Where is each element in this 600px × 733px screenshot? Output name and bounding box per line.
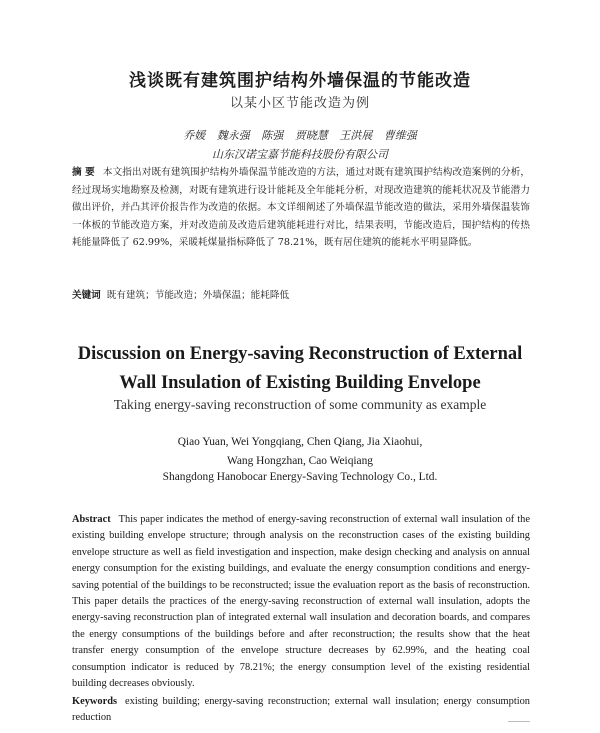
chinese-title: 浅谈既有建筑围护结构外墙保温的节能改造: [129, 71, 471, 91]
chinese-keywords: [72, 287, 530, 304]
chinese-abstract-label: 摘 要: [72, 167, 95, 178]
english-abstract-label: Abstract: [72, 514, 111, 525]
english-keywords-text: existing building; energy-saving reconstruction; external wall insulation; energy consumption reduction: [72, 696, 530, 724]
chinese-authors: 乔媛 魏永强 陈强 贾晓慧 王洪展 曹维强: [183, 129, 417, 142]
english-keywords: [72, 694, 530, 727]
english-authors: [0, 433, 600, 471]
english-title: [0, 340, 600, 398]
page-corner-mark: [508, 721, 530, 722]
english-affiliation: Shangdong Hanobocar Energy-Saving Technology Co., Ltd.: [162, 471, 438, 483]
english-title-line-2: Wall Insulation of Existing Building Envelope: [119, 373, 481, 393]
english-authors-line-2: Wang Hongzhan, Cao Weiqiang: [227, 455, 373, 467]
chinese-affiliation: 山东汉诺宝嘉节能科技股份有限公司: [212, 148, 388, 161]
english-abstract: [72, 512, 530, 692]
english-keywords-label: Keywords: [72, 696, 118, 707]
english-title-line-1: Discussion on Energy-saving Reconstruction of External: [77, 344, 523, 364]
chinese-abstract-text: 本文指出对既有建筑围护结构外墙保温节能改造的方法，通过对既有建筑围护结构改造案例的分析，经过现场实地勘察及检测，对既有建筑进行设计能耗及全年能耗分析，对现改造建筑的能耗状况及节能潜力做出评价，并凸其评价报告作为改造的依据。本文详细阐述了外墙保温节能改造的做法，采用外墙保温装饰一体板的节能改造方案，并对改造前及改造后建筑能耗进行对比，结果表明，节能改造后，围护结构的传热耗能量降低了 62.99%，采暖耗煤量指标降低了 78.21%，既有居住建筑的能耗水平明显降低。: [72, 167, 531, 249]
chinese-subtitle: 以某小区节能改造为例: [229, 96, 370, 111]
chinese-abstract: [72, 164, 530, 252]
chinese-keywords-text: 既有建筑；节能改造；外墙保温；能耗降低: [106, 290, 290, 301]
english-subtitle: Taking energy-saving reconstruction of some community as example: [113, 397, 487, 412]
english-abstract-text: This paper indicates the method of energy-saving reconstruction of external wall insulation of the existing building envelope structure; through analysis on the reconstruction cases of the existing building envelope structure as well as field investigation and inspection, make design checking and analysis on annual energy consumption for the existing buildings, and evaluate the energy consumption conditions and energy-saving potential of the buildings to be reconstructed; issue the evaluation report as the basis of reconstruction. This paper details the practices of the energy-saving reconstruction of external wall insulation, adopts the energy-saving reconstruction plan of integrated external wall insulation and decoration boards, and compares the energy consumptions of the buildings before and after reconstruction; the results show that the heat transfer energy consumption of the envelope structure decreases by 62.99%, and the heating coal consumption indicator is reduced by 78.21%; the energy consumption level of the existing residential building decreases obviously.: [72, 514, 530, 690]
english-authors-line-1: Qiao Yuan, Wei Yongqiang, Chen Qiang, Jia Xiaohui,: [177, 436, 423, 448]
chinese-keywords-label: 关键词: [72, 290, 101, 301]
